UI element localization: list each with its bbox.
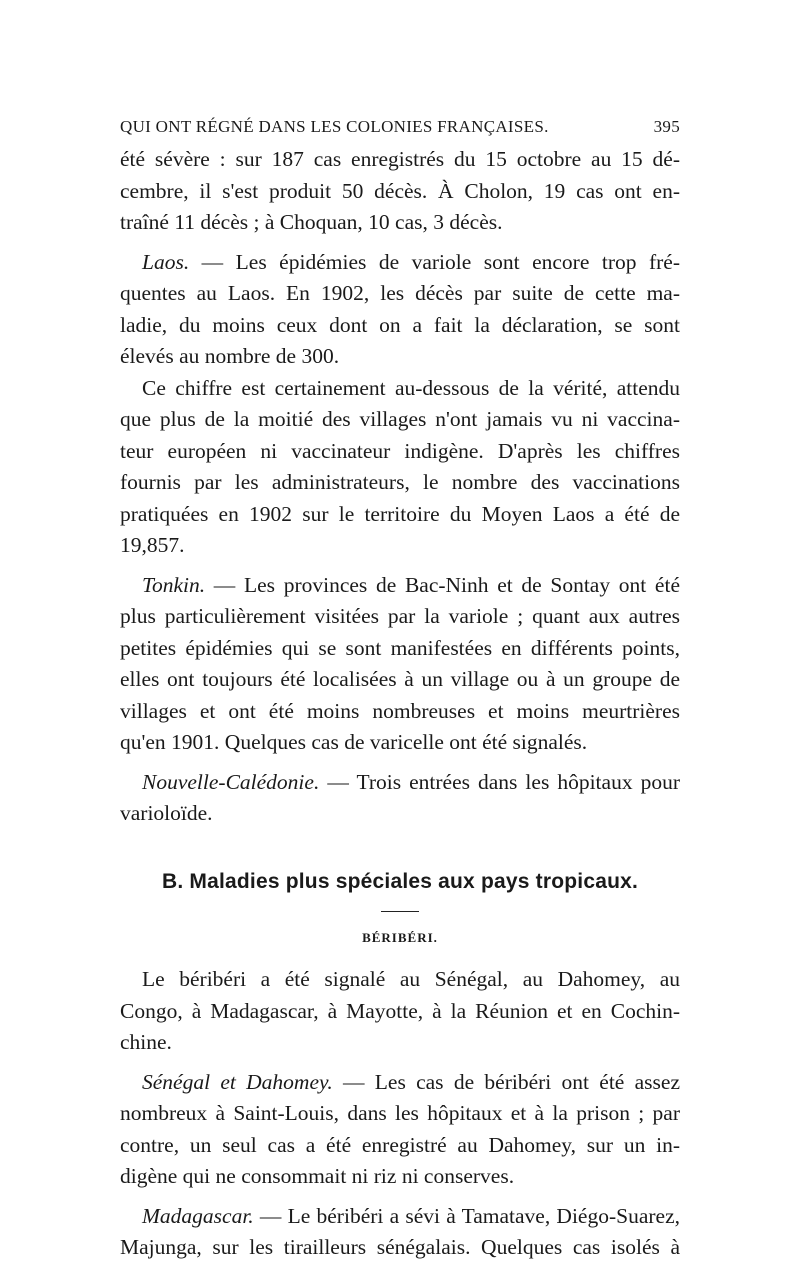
- paragraph-tonkin: [120, 570, 680, 759]
- text-line: contre, un seul cas a été enregistré au Dahomey, sur un in-: [120, 1132, 680, 1157]
- paragraph-senegal-dahomey: [120, 1067, 680, 1193]
- laos-line-0: — Les épidémies de variole sont encore trop fré-: [189, 249, 680, 274]
- text-line: Congo, à Madagascar, à Mayotte, à la Réunion et en Cochin-: [120, 998, 680, 1023]
- paragraph-laos: [120, 247, 680, 373]
- running-head-title: QUI ONT RÉGNÉ DANS LES COLONIES FRANÇAISES.: [120, 117, 549, 136]
- tonkin-line-0: — Les provinces de Bac-Ninh et de Sontay ont été: [205, 572, 680, 597]
- text-line: Ce chiffre est certainement au-dessous de la vérité, attendu: [142, 375, 680, 400]
- page-number: 395: [653, 117, 680, 136]
- senegal-line-0: — Les cas de béribéri ont été assez: [332, 1069, 680, 1094]
- book-page: [120, 112, 680, 1264]
- text-line: elles ont toujours été localisées à un village ou à un groupe de: [120, 667, 680, 691]
- text-line: que plus de la moitié des villages n'ont jamais vu ni vaccina-: [120, 407, 680, 431]
- text-line: cembre, il s'est produit 50 décès. À Cholon, 19 cas ont en-: [120, 178, 680, 203]
- text-line: [120, 1201, 680, 1233]
- nouvelle-caledonie-lead: Nouvelle-Calédonie.: [142, 769, 320, 794]
- paragraph-beriberi-intro: [120, 964, 680, 1059]
- section-heading: B. Maladies plus spéciales aux pays tropicaux.: [161, 869, 639, 893]
- text-line: chine.: [120, 1030, 172, 1054]
- text-line: été sévère : sur 187 cas enregistrés du 15 octobre au 15 dé-: [120, 147, 680, 171]
- text-line: [120, 570, 680, 602]
- text-line: [120, 247, 680, 279]
- text-line: pratiquées en 1902 sur le territoire du Moyen Laos a été de: [120, 501, 680, 526]
- madagascar-line-0: — Le béribéri a sévi à Tamatave, Diégo-Suarez,: [253, 1203, 680, 1228]
- paragraph-madagascar: [120, 1201, 680, 1264]
- text-line: qu'en 1901. Quelques cas de varicelle ont été signalés.: [120, 730, 588, 754]
- madagascar-lead: Madagascar.: [142, 1203, 254, 1228]
- senegal-lead: Sénégal et Dahomey.: [142, 1069, 333, 1094]
- text-line: [120, 767, 680, 799]
- tonkin-lead: Tonkin.: [142, 572, 206, 597]
- running-head: [120, 112, 680, 142]
- text-line: traîné 11 décès ; à Choquan, 10 cas, 3 décès.: [120, 210, 503, 234]
- text-line: villages et ont été moins nombreuses et moins meurtrières: [120, 698, 680, 723]
- text-line: quentes au Laos. En 1902, les décès par suite de cette ma-: [120, 281, 680, 305]
- text-line: élevés au nombre de 300.: [120, 344, 340, 368]
- text-line: digène qui ne consommait ni riz ni conserves.: [120, 1164, 515, 1188]
- laos-lead: Laos.: [142, 249, 190, 274]
- text-line: 19,857.: [120, 533, 185, 557]
- text-line: Majunga, sur les tirailleurs sénégalais. Quelques cas isolés à: [120, 1235, 680, 1259]
- text-line: nombreux à Saint-Louis, dans les hôpitaux et à la prison ; par: [120, 1101, 680, 1125]
- text-line: petites épidémies qui se sont manifestées en différents points,: [120, 635, 680, 660]
- text-line: fournis par les administrateurs, le nombre des vaccinations: [120, 470, 680, 494]
- text-line: plus particulièrement visitées par la variole ; quant aux autres: [120, 604, 680, 628]
- paragraph-intro: [120, 144, 680, 239]
- text-line: teur européen ni vaccinateur indigène. D'après les chiffres: [120, 438, 680, 463]
- text-line: varioloïde.: [120, 801, 213, 825]
- paragraph-laos-2: [120, 373, 680, 562]
- paragraph-nouvelle-caledonie: [120, 767, 680, 830]
- text-line: Le béribéri a été signalé au Sénégal, au Dahomey, au: [142, 967, 680, 991]
- text-line: [120, 1067, 680, 1099]
- section-rule: [381, 911, 419, 912]
- subheading-beriberi: BÉRIBÉRI.: [362, 930, 438, 945]
- text-line: ladie, du moins ceux dont on a fait la déclaration, se sont: [120, 312, 680, 337]
- nc-line-0: — Trois entrées dans les hôpitaux pour: [319, 769, 680, 794]
